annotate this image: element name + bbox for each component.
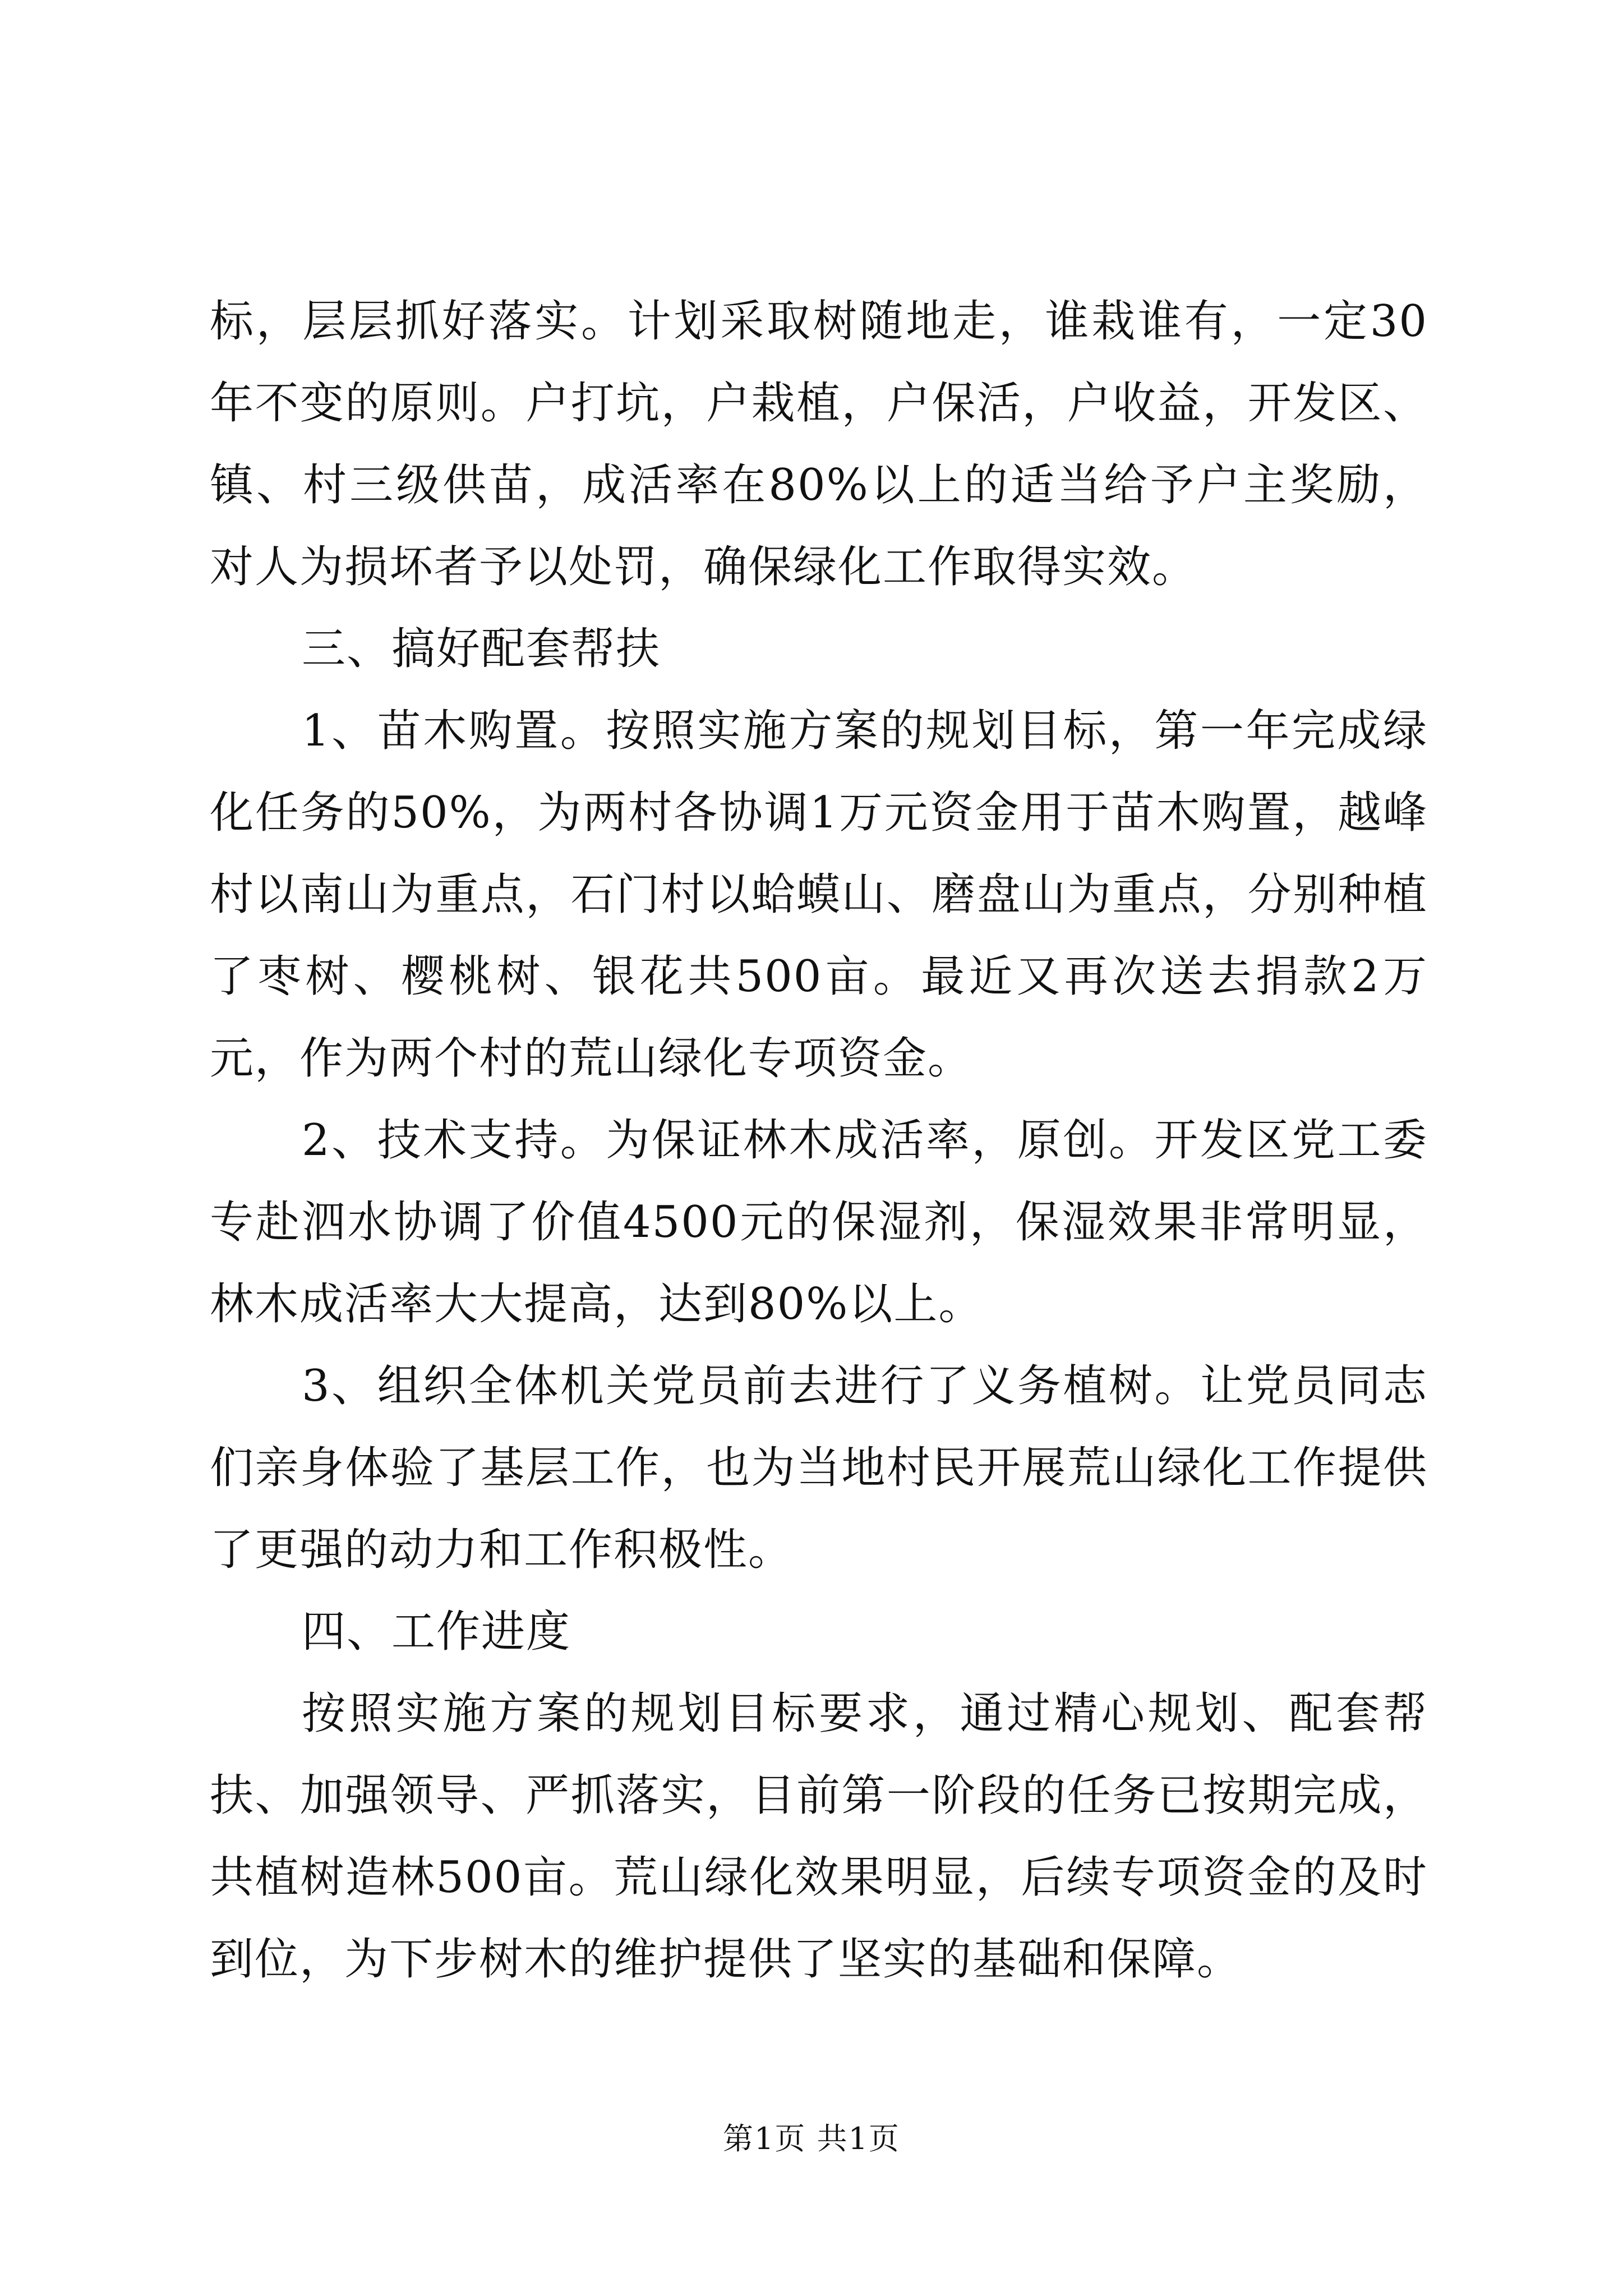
page-footer: 第1页 共1页: [723, 2121, 900, 2156]
section-heading-progress: 四、工作进度: [302, 1607, 571, 1657]
section-heading-support: 三、搞好配套帮扶: [302, 624, 661, 674]
paragraph-technical-support: 2、技术支持。为保证林木成活率，原创。开发区党工委专赴泗水协调了价值4500元的保湿剂，保湿效果非常明显，林木成活率大大提高，达到80%以上。: [210, 1115, 1428, 1329]
paragraph-voluntary-planting: 3、组织全体机关党员前去进行了义务植树。让党员同志们亲身体验了基层工作，也为当地村民开展荒山绿化工作提供了更强的动力和工作积极性。: [210, 1361, 1428, 1575]
paragraph-seedling-purchase: 1、苗木购置。按照实施方案的规划目标，第一年完成绿化任务的50%，为两村各协调1万元资金用于苗木购置，越峰村以南山为重点，石门村以蛤蟆山、磨盘山为重点，分别种植了枣树、樱桃树、银花共500亩。最近又再次送去捐款2万元，作为两个村的荒山绿化专项资金。: [210, 706, 1428, 1084]
document-body: [210, 280, 1428, 2000]
paragraph-progress: 按照实施方案的规划目标要求，通过精心规划、配套帮扶、加强领导、严抓落实，目前第一阶段的任务已按期完成，共植树造林500亩。荒山绿化效果明显，后续专项资金的及时到位，为下步树木的维护提供了坚实的基础和保障。: [210, 1688, 1428, 1985]
paragraph-continuation: 标，层层抓好落实。计划采取树随地走，谁栽谁有，一定30年不变的原则。户打坑，户栽植，户保活，户收益，开发区、镇、村三级供苗，成活率在80%以上的适当给予户主奖励，对人为损坏者予以处罚，确保绿化工作取得实效。: [210, 296, 1428, 592]
